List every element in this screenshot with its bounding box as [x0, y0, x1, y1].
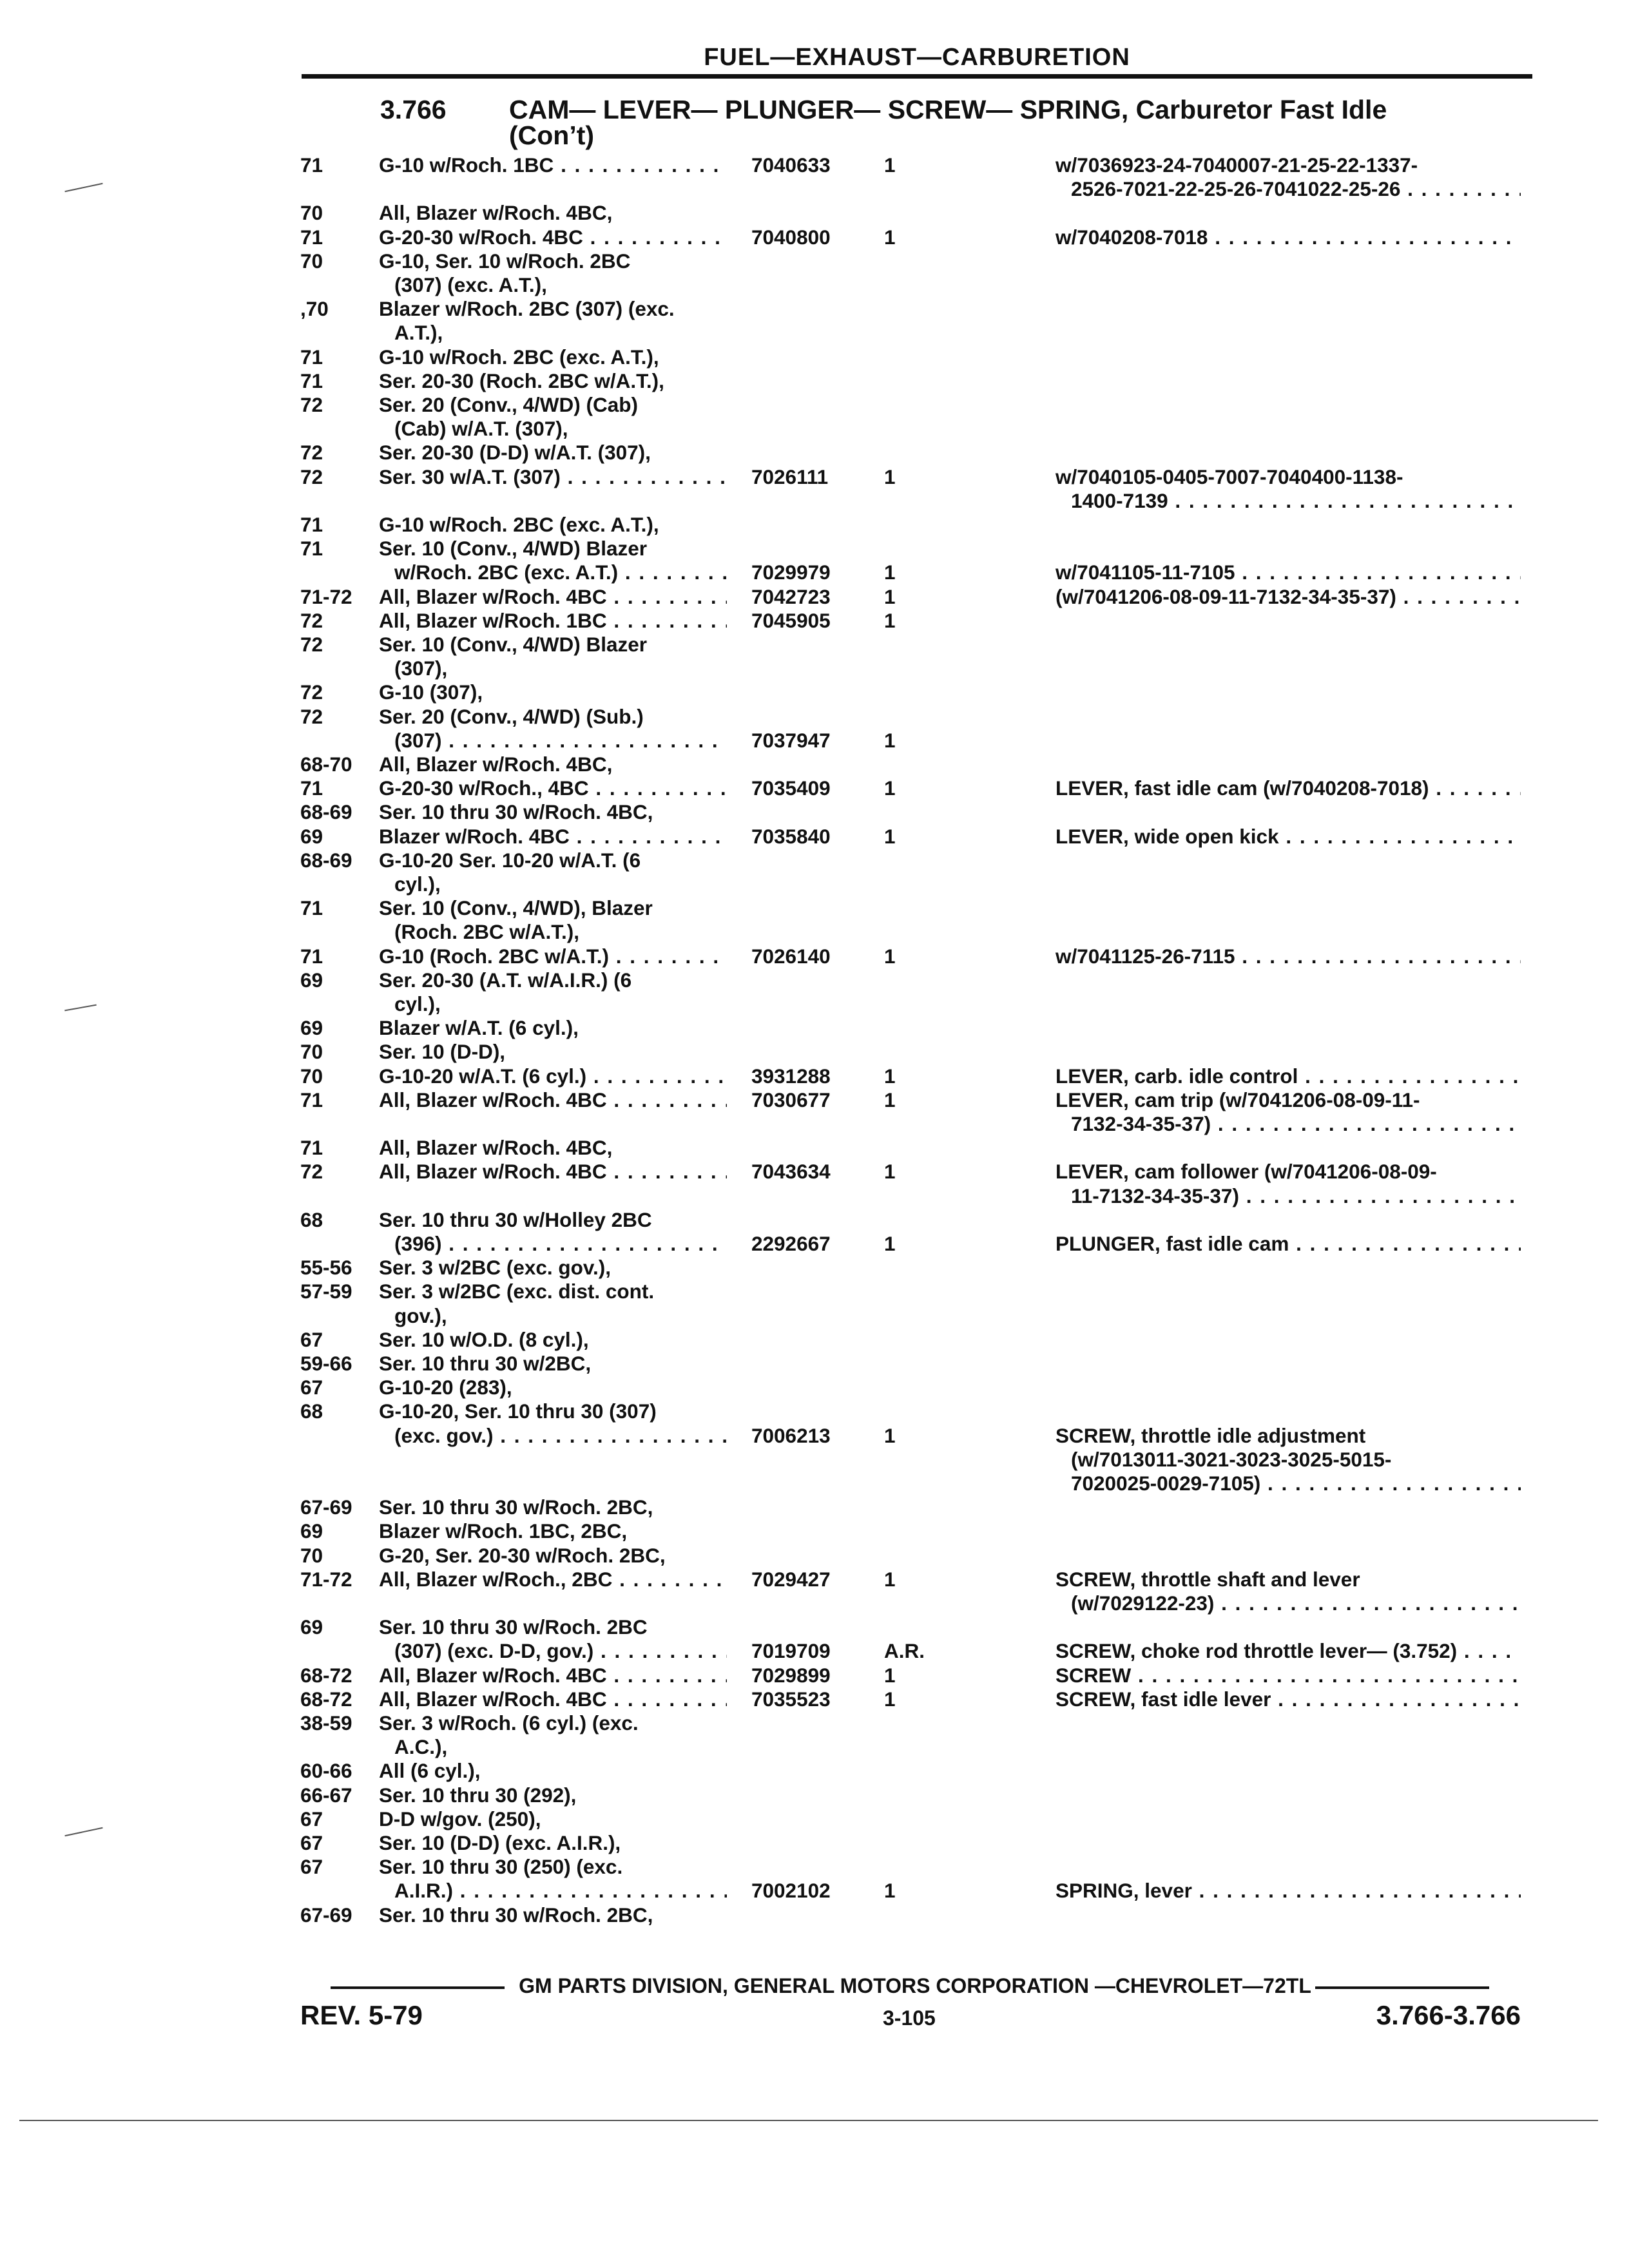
table-row [0, 609, 1629, 633]
table-row [0, 729, 1629, 753]
table-row [0, 489, 1629, 513]
table-row [0, 1304, 1629, 1328]
application-year: 55-56 [300, 1256, 352, 1280]
application-description: Ser. 10 thru 30 w/Roch. 2BC, [379, 1495, 653, 1519]
application-year: ,70 [300, 297, 329, 321]
part-number: 7040633 [751, 153, 831, 177]
application-description: All, Blazer w/Roch. 4BC, [379, 201, 613, 225]
table-row [0, 321, 1629, 345]
part-number: 7029427 [751, 1567, 831, 1591]
part-number: 7019709 [751, 1639, 831, 1663]
quantity: 1 [884, 561, 896, 584]
table-row [0, 1639, 1629, 1663]
application-description: Ser. 10 (Conv., 4/WD) Blazer [379, 537, 648, 561]
footer-revision: REV. 5-79 [300, 2000, 423, 2030]
quantity: 1 [884, 1687, 896, 1711]
application-year: 57-59 [300, 1280, 352, 1303]
quantity: 1 [884, 1064, 896, 1088]
quantity: 1 [884, 1879, 896, 1903]
application-year: 70 [300, 201, 323, 225]
table-row [0, 1879, 1629, 1903]
table-row [0, 1256, 1629, 1280]
quantity: 1 [884, 1567, 896, 1591]
application-description: G-10 w/Roch. 1BC . . . [379, 153, 727, 177]
quantity: 1 [884, 824, 896, 848]
application-description: Ser. 10 thru 30 w/Roch. 4BC, [379, 800, 653, 824]
part-number: 7045905 [751, 608, 831, 632]
part-number: 7026140 [751, 944, 831, 968]
part-number: 7002102 [751, 1879, 831, 1903]
part-number: 7043634 [751, 1160, 831, 1184]
table-row [0, 1399, 1629, 1423]
footer-section-range: 3.766-3.766 [1376, 2000, 1521, 2030]
remarks: 7132-34-35-37) . . . [1071, 1112, 1521, 1136]
application-description: Ser. 20-30 (A.T. w/A.I.R.) (6 [379, 968, 632, 992]
part-number: 7029979 [751, 561, 831, 584]
application-year: 70 [300, 249, 323, 273]
table-row [0, 513, 1629, 537]
table-row [0, 1016, 1629, 1040]
table-row [0, 992, 1629, 1016]
application-description: A.T.), [394, 321, 443, 345]
table-row [0, 249, 1629, 273]
application-description: G-10 (307), [379, 680, 483, 704]
application-year: 60-66 [300, 1759, 352, 1783]
part-number: 7042723 [751, 584, 831, 608]
part-number: 7030677 [751, 1088, 831, 1111]
application-year: 66-67 [300, 1783, 352, 1807]
application-description: A.C.), [394, 1735, 448, 1759]
application-description: (307) (exc. A.T.), [394, 273, 547, 296]
application-description: (Cab) w/A.T. (307), [394, 417, 568, 441]
table-row [0, 800, 1629, 824]
table-row [0, 1495, 1629, 1519]
part-number: 7026111 [751, 465, 829, 488]
table-row [0, 1088, 1629, 1112]
table-row [0, 968, 1629, 992]
application-description: All, Blazer w/Roch. 4BC . . . [379, 1664, 727, 1687]
application-year: 68-72 [300, 1687, 352, 1711]
application-description: All, Blazer w/Roch., 2BC . . . [379, 1568, 727, 1591]
application-year: 67 [300, 1327, 323, 1351]
table-row [0, 1472, 1629, 1495]
quantity: 1 [884, 776, 896, 800]
remarks: SPRING, lever . . . [1055, 1879, 1521, 1903]
remarks: SCREW, throttle shaft and lever [1055, 1567, 1360, 1591]
application-year: 72 [300, 393, 323, 416]
application-description: Ser. 10 w/O.D. (8 cyl.), [379, 1327, 589, 1351]
application-description: cyl.), [394, 992, 441, 1015]
table-row [0, 1376, 1629, 1399]
part-number: 7035523 [751, 1687, 831, 1711]
table-row [0, 825, 1629, 849]
remarks: w/7041125-26-7115 . . . [1055, 945, 1521, 968]
table-row [0, 1040, 1629, 1064]
table-row [0, 393, 1629, 417]
application-description: All, Blazer w/Roch. 1BC . . . [379, 609, 727, 633]
application-year: 68-72 [300, 1663, 352, 1687]
table-row [0, 896, 1629, 920]
table-row [0, 1687, 1629, 1711]
table-row [0, 561, 1629, 584]
application-year: 38-59 [300, 1711, 352, 1735]
table-row [0, 273, 1629, 297]
application-description: G-10-20 (283), [379, 1376, 512, 1399]
remarks: w/7040208-7018 . . . [1055, 226, 1521, 249]
page-header: FUEL—EXHAUST—CARBURETION [302, 44, 1532, 79]
table-row [0, 920, 1629, 944]
table-row [0, 297, 1629, 321]
table-row [0, 1328, 1629, 1352]
remarks: w/7040105-0405-7007-7040400-1138- [1055, 465, 1403, 488]
table-row [0, 345, 1629, 369]
table-row [0, 585, 1629, 609]
quantity: 1 [884, 1663, 896, 1687]
quantity: 1 [884, 1232, 896, 1255]
application-year: 67 [300, 1376, 323, 1399]
application-year: 72 [300, 1160, 323, 1184]
application-year: 71 [300, 944, 323, 968]
application-year: 72 [300, 680, 323, 704]
table-row [0, 1711, 1629, 1735]
remarks: SCREW, throttle idle adjustment [1055, 1423, 1366, 1447]
application-description: Blazer w/Roch. 1BC, 2BC, [379, 1519, 628, 1543]
application-description: (307) (exc. D-D, gov.) . . . [394, 1639, 727, 1663]
application-description: Ser. 30 w/A.T. (307) . . . [379, 465, 727, 489]
application-description: All, Blazer w/Roch. 4BC, [379, 753, 613, 776]
application-description: G-10-20 Ser. 10-20 w/A.T. (6 [379, 848, 641, 872]
table-row [0, 872, 1629, 896]
part-number: 7035409 [751, 776, 831, 800]
remarks: SCREW . . . [1055, 1664, 1521, 1687]
footer-rule-left [331, 1986, 505, 1989]
application-description: G-10-20, Ser. 10 thru 30 (307) [379, 1399, 657, 1423]
application-year: 72 [300, 704, 323, 728]
application-year: 67 [300, 1831, 323, 1854]
application-year: 67-69 [300, 1903, 352, 1927]
application-year: 72 [300, 608, 323, 632]
table-row [0, 1064, 1629, 1088]
section-continued: (Con’t) [509, 120, 595, 150]
table-row [0, 1759, 1629, 1783]
table-row [0, 465, 1629, 489]
table-row [0, 1544, 1629, 1568]
application-description: All, Blazer w/Roch. 4BC . . . [379, 1160, 727, 1184]
remarks: LEVER, cam trip (w/7041206-08-09-11- [1055, 1088, 1420, 1111]
application-description: (Roch. 2BC w/A.T.), [394, 920, 580, 944]
application-description: A.I.R.) . . . [394, 1879, 727, 1903]
application-year: 71 [300, 1088, 323, 1111]
application-description: Blazer w/Roch. 2BC (307) (exc. [379, 297, 675, 321]
table-row [0, 1352, 1629, 1376]
application-description: All, Blazer w/Roch. 4BC . . . [379, 1088, 727, 1112]
table-row [0, 1615, 1629, 1639]
quantity: 1 [884, 465, 896, 488]
table-row [0, 1735, 1629, 1759]
quantity: 1 [884, 1423, 896, 1447]
table-row [0, 680, 1629, 704]
table-row [0, 753, 1629, 776]
part-number: 7006213 [751, 1423, 831, 1447]
application-description: Ser. 20-30 (D-D) w/A.T. (307), [379, 441, 651, 465]
application-description: G-10 w/Roch. 2BC (exc. A.T.), [379, 513, 659, 536]
table-row [0, 945, 1629, 968]
bottom-rule [19, 2120, 1598, 2121]
application-description: (307), [394, 657, 448, 680]
quantity: 1 [884, 584, 896, 608]
table-row [0, 1855, 1629, 1879]
application-description: D-D w/gov. (250), [379, 1807, 541, 1831]
footer-rule-right [1315, 1986, 1489, 1989]
application-description: Ser. 20 (Conv., 4/WD) (Cab) [379, 393, 638, 416]
remarks: LEVER, carb. idle control . . . [1055, 1064, 1521, 1088]
table-row [0, 705, 1629, 729]
application-description: Ser. 10 thru 30 (250) (exc. [379, 1855, 623, 1879]
application-description: Ser. 20 (Conv., 4/WD) (Sub.) [379, 704, 644, 728]
remarks: (w/7041206-08-09-11-7132-34-35-37) . . . [1055, 585, 1521, 609]
application-description: Ser. 10 thru 30 w/Holley 2BC [379, 1207, 652, 1231]
quantity: 1 [884, 728, 896, 752]
application-year: 71 [300, 225, 323, 249]
table-row [0, 1184, 1629, 1208]
application-description: G-10 w/Roch. 2BC (exc. A.T.), [379, 345, 659, 369]
table-row [0, 1424, 1629, 1448]
application-year: 69 [300, 1016, 323, 1040]
application-description: (396) . . . [394, 1232, 727, 1256]
part-number: 7035840 [751, 824, 831, 848]
application-year: 67-69 [300, 1495, 352, 1519]
remarks: 2526-7021-22-25-26-7041022-25-26 . . . [1071, 177, 1521, 201]
remarks: LEVER, wide open kick . . . [1055, 825, 1521, 849]
application-description: Ser. 10 (Conv., 4/WD), Blazer [379, 896, 653, 920]
quantity: 1 [884, 1088, 896, 1111]
footer-publisher: GM PARTS DIVISION, GENERAL MOTORS CORPORATION —CHEVROLET—72TL [519, 1974, 1311, 1997]
table-row [0, 776, 1629, 800]
part-number: 7037947 [751, 728, 831, 752]
application-year: 68-70 [300, 753, 352, 776]
section-title [380, 97, 1540, 148]
remarks: w/7041105-11-7105 . . . [1055, 561, 1521, 584]
application-year: 71 [300, 537, 323, 561]
application-description: Ser. 10 (D-D), [379, 1040, 506, 1064]
remarks: w/7036923-24-7040007-21-25-22-1337- [1055, 153, 1418, 177]
remarks: SCREW, fast idle lever . . . [1055, 1687, 1521, 1711]
application-year: 68-69 [300, 800, 352, 824]
table-row [0, 537, 1629, 561]
application-year: 71 [300, 776, 323, 800]
application-description: G-20-30 w/Roch., 4BC . . . [379, 776, 727, 800]
application-year: 68 [300, 1207, 323, 1231]
table-row [0, 1232, 1629, 1256]
application-year: 72 [300, 465, 323, 488]
remarks: 11-7132-34-35-37) . . . [1071, 1184, 1521, 1208]
application-year: 72 [300, 633, 323, 656]
application-year: 71 [300, 345, 323, 369]
application-description: Ser. 10 thru 30 w/2BC, [379, 1352, 592, 1375]
application-description: Ser. 3 w/2BC (exc. dist. cont. [379, 1280, 655, 1303]
table-row [0, 1664, 1629, 1687]
application-year: 69 [300, 824, 323, 848]
application-description: Ser. 10 thru 30 (292), [379, 1783, 577, 1807]
application-year: 70 [300, 1064, 323, 1088]
table-row [0, 1783, 1629, 1807]
quantity: 1 [884, 1160, 896, 1184]
application-year: 71-72 [300, 584, 352, 608]
table-row [0, 1568, 1629, 1591]
quantity: 1 [884, 944, 896, 968]
footer-page-number: 3-105 [883, 2006, 936, 2030]
table-row [0, 1448, 1629, 1472]
application-year: 59-66 [300, 1352, 352, 1375]
table-row [0, 657, 1629, 680]
remarks: LEVER, fast idle cam (w/7040208-7018) . . . [1055, 776, 1521, 800]
remarks: LEVER, cam follower (w/7041206-08-09- [1055, 1160, 1437, 1184]
part-number: 3931288 [751, 1064, 831, 1088]
remarks: 7020025-0029-7105) . . . [1071, 1472, 1521, 1495]
table-row [0, 153, 1629, 177]
table-row [0, 633, 1629, 657]
application-description: Ser. 3 w/2BC (exc. gov.), [379, 1256, 612, 1280]
table-row [0, 417, 1629, 441]
quantity: 1 [884, 608, 896, 632]
quantity: 1 [884, 225, 896, 249]
application-year: 67 [300, 1855, 323, 1879]
application-year: 68 [300, 1399, 323, 1423]
application-year: 69 [300, 968, 323, 992]
table-row [0, 369, 1629, 393]
application-year: 70 [300, 1040, 323, 1064]
section-heading: CAM— LEVER— PLUNGER— SCREW— SPRING, Carburetor Fast Idle [509, 95, 1387, 124]
application-year: 71 [300, 896, 323, 920]
section-number: 3.766 [380, 95, 447, 124]
application-year: 72 [300, 441, 323, 465]
application-description: G-20, Ser. 20-30 w/Roch. 2BC, [379, 1543, 666, 1567]
table-row [0, 1807, 1629, 1831]
table-row [0, 1591, 1629, 1615]
application-year: 69 [300, 1615, 323, 1639]
quantity: 1 [884, 153, 896, 177]
table-row [0, 1112, 1629, 1136]
application-year: 70 [300, 1543, 323, 1567]
application-year: 71-72 [300, 1567, 352, 1591]
application-description: (307) . . . [394, 729, 727, 753]
part-number: 7029899 [751, 1663, 831, 1687]
application-description: Ser. 10 thru 30 w/Roch. 2BC [379, 1615, 648, 1639]
table-row [0, 1208, 1629, 1232]
application-description: All, Blazer w/Roch. 4BC . . . [379, 585, 727, 609]
part-number: 2292667 [751, 1232, 831, 1255]
application-description: G-10, Ser. 10 w/Roch. 2BC [379, 249, 631, 273]
application-description: Ser. 3 w/Roch. (6 cyl.) (exc. [379, 1711, 639, 1735]
application-description: w/Roch. 2BC (exc. A.T.) . . . [394, 561, 727, 584]
application-year: 71 [300, 153, 323, 177]
table-row [0, 1280, 1629, 1303]
remarks: 1400-7139 . . . [1071, 489, 1521, 513]
application-year: 69 [300, 1519, 323, 1543]
application-year: 71 [300, 369, 323, 392]
application-description: Ser. 20-30 (Roch. 2BC w/A.T.), [379, 369, 664, 392]
application-year: 68-69 [300, 848, 352, 872]
table-row [0, 1160, 1629, 1184]
remarks: PLUNGER, fast idle cam . . . [1055, 1232, 1521, 1256]
application-description: G-10 (Roch. 2BC w/A.T.) . . . [379, 945, 727, 968]
table-row [0, 201, 1629, 225]
application-description: cyl.), [394, 872, 441, 896]
application-description: (exc. gov.) . . . [394, 1424, 727, 1448]
quantity: A.R. [884, 1639, 925, 1663]
application-year: 71 [300, 513, 323, 536]
application-description: Blazer w/A.T. (6 cyl.), [379, 1016, 579, 1040]
application-description: Blazer w/Roch. 4BC . . . [379, 825, 727, 849]
application-year: 71 [300, 1136, 323, 1160]
application-description: gov.), [394, 1303, 447, 1327]
table-row [0, 441, 1629, 465]
application-description: Ser. 10 (Conv., 4/WD) Blazer [379, 633, 648, 656]
application-description: Ser. 10 (D-D) (exc. A.I.R.), [379, 1831, 621, 1854]
table-row [0, 1903, 1629, 1927]
table-row [0, 1136, 1629, 1160]
remarks: SCREW, choke rod throttle lever— (3.752) . . . [1055, 1639, 1521, 1663]
table-row [0, 849, 1629, 872]
remarks: (w/7029122-23) . . . [1071, 1591, 1521, 1615]
table-row [0, 226, 1629, 249]
footer-publisher-line [300, 1974, 1519, 1998]
table-row [0, 1519, 1629, 1543]
application-description: All, Blazer w/Roch. 4BC . . . [379, 1687, 727, 1711]
table-row [0, 1831, 1629, 1855]
table-row [0, 177, 1629, 201]
application-description: Ser. 10 thru 30 w/Roch. 2BC, [379, 1903, 653, 1927]
application-description: G-10-20 w/A.T. (6 cyl.) . . . [379, 1064, 727, 1088]
application-description: All (6 cyl.), [379, 1759, 481, 1783]
application-description: All, Blazer w/Roch. 4BC, [379, 1136, 613, 1160]
part-number: 7040800 [751, 225, 831, 249]
application-year: 67 [300, 1807, 323, 1831]
remarks: (w/7013011-3021-3023-3025-5015- [1071, 1447, 1392, 1471]
application-description: G-20-30 w/Roch. 4BC . . . [379, 226, 727, 249]
